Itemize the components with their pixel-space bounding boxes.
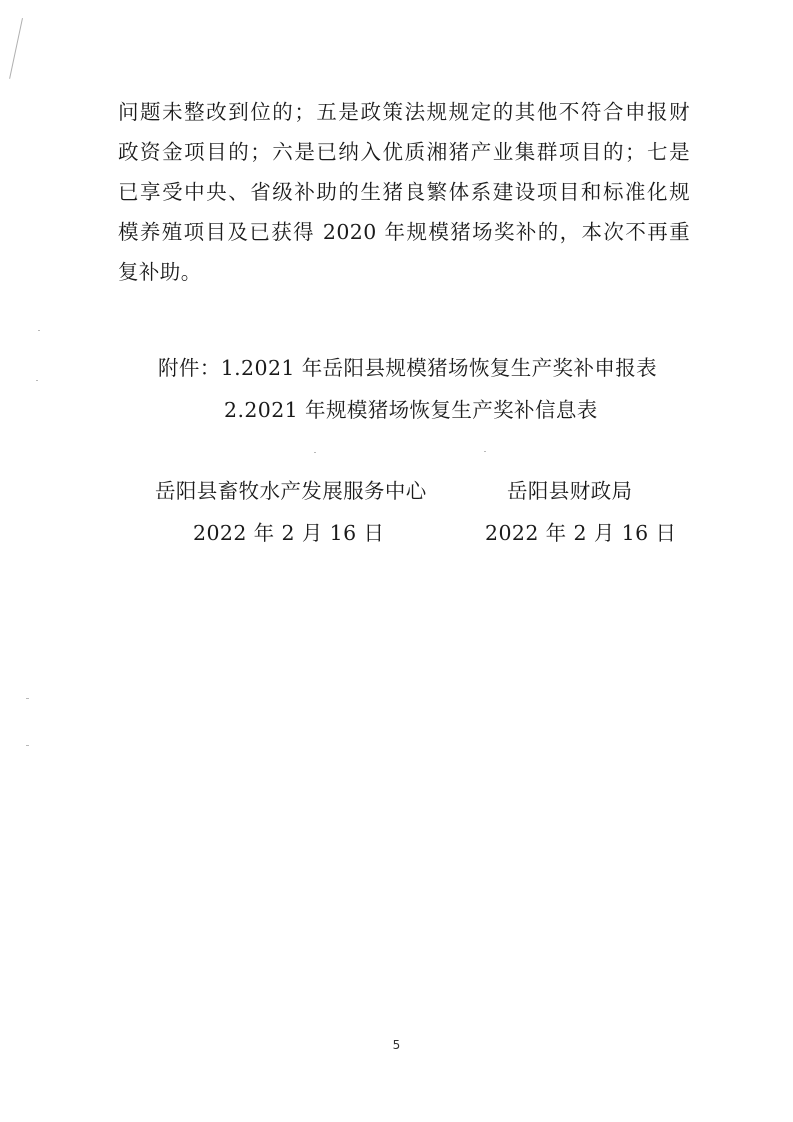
signature-right-org: 岳阳县财政局 [507, 479, 633, 503]
page-number: 5 [392, 1038, 401, 1052]
signature-right-date: 2022 年 2 月 16 日 [485, 521, 677, 545]
scan-artifact-dot [314, 452, 316, 453]
signature-left [155, 470, 445, 554]
scan-artifact-dot [38, 330, 40, 331]
body-paragraph [118, 92, 690, 292]
scan-artifact-line [9, 18, 23, 79]
body-line: 问题未整改到位的；五是政策法规规定的其他不符合申报财 [118, 100, 690, 124]
attachments-list [158, 347, 698, 431]
scan-artifact-dot [36, 380, 38, 381]
signature-left-org: 岳阳县畜牧水产发展服务中心 [155, 479, 427, 503]
body-line: 政资金项目的；六是已纳入优质湘猪产业集群项目的；七是 [118, 140, 690, 164]
attachment-item-1: 附件：1.2021 年岳阳县规模猪场恢复生产奖补申报表 [158, 356, 658, 380]
scan-artifact-dot [26, 698, 29, 699]
signature-right [485, 470, 685, 554]
scan-artifact-dot [484, 451, 486, 452]
body-line: 模养殖项目及已获得 2020 年规模猪场奖补的，本次不再重 [118, 220, 690, 244]
body-line: 复补助。 [118, 260, 202, 284]
attachment-item-2: 2.2021 年规模猪场恢复生产奖补信息表 [224, 398, 598, 422]
signature-left-date: 2022 年 2 月 16 日 [193, 521, 385, 545]
scan-artifact-dot [26, 745, 29, 746]
body-line: 已享受中央、省级补助的生猪良繁体系建设项目和标准化规 [118, 180, 690, 204]
